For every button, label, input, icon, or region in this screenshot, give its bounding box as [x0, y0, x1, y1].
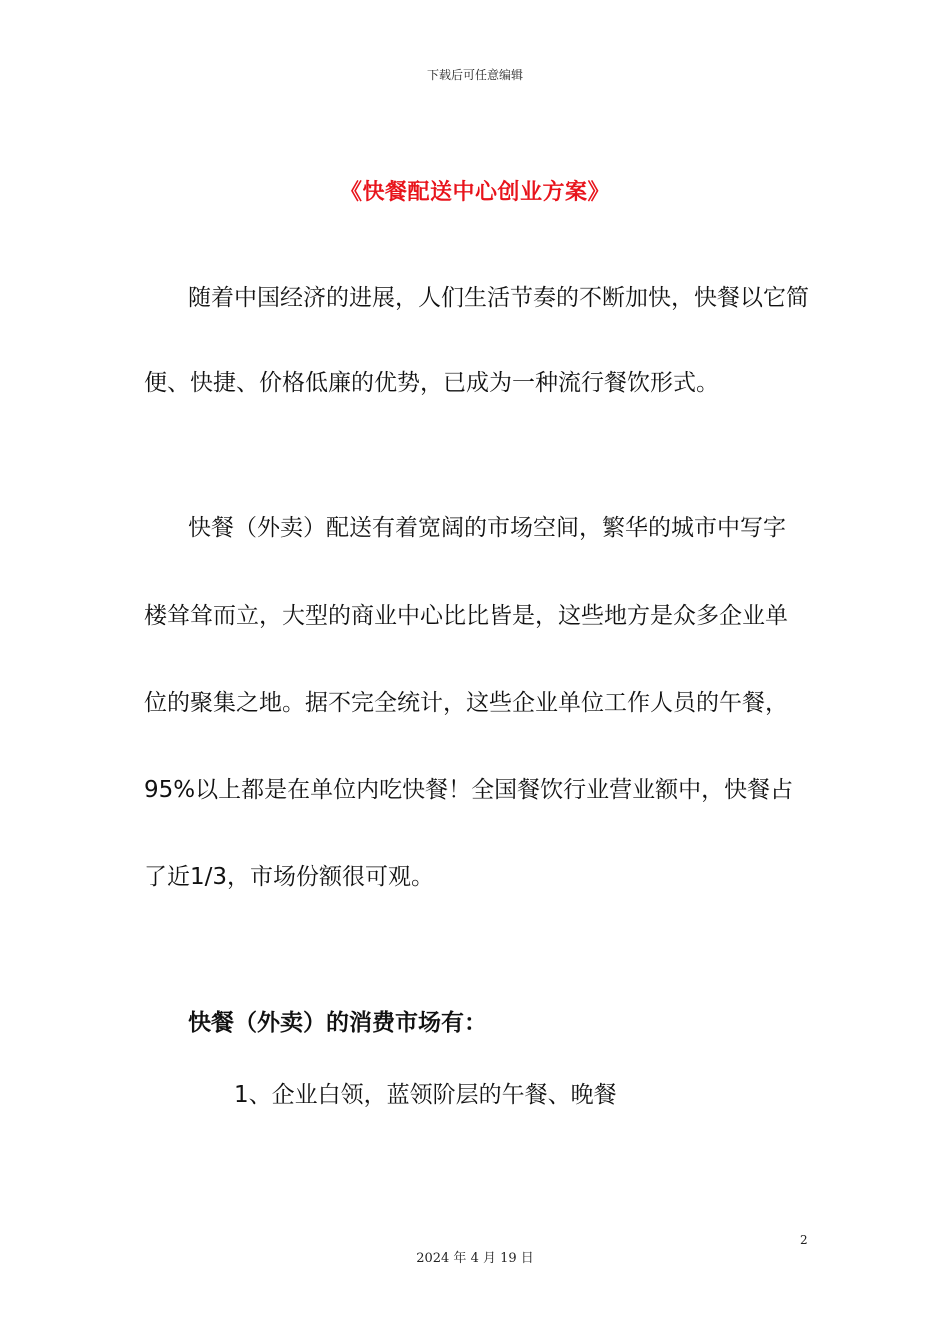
paragraph-2-line-1: 快餐（外卖）配送有着宽阔的市场空间，繁华的城市中写字 — [188, 515, 786, 541]
paragraph-2-line-3: 位的聚集之地。据不完全统计，这些企业单位工作人员的午餐， — [144, 690, 788, 716]
paragraph-2-line-4: 95%以上都是在单位内吃快餐！全国餐饮行业营业额中，快餐占 — [144, 777, 794, 803]
list-item: 1、企业白领，蓝领阶层的午餐、晚餐 — [234, 1082, 617, 1108]
paragraph-1-line-1: 随着中国经济的进展，人们生活节奏的不断加快，快餐以它简 — [188, 285, 809, 311]
paragraph-2-line-5: 了近1/3，市场份额很可观。 — [144, 864, 435, 890]
header-note: 下载后可任意编辑 — [426, 68, 523, 82]
footer-date: 2024 年 4 月 19 日 — [416, 1251, 534, 1266]
document-title: 《快餐配送中心创业方案》 — [339, 180, 610, 205]
paragraph-1-line-2: 便、快捷、价格低廉的优势，已成为一种流行餐饮形式。 — [144, 370, 719, 396]
section-heading: 快餐（外卖）的消费市场有： — [188, 1010, 487, 1036]
paragraph-2-line-2: 楼耸耸而立，大型的商业中心比比皆是，这些地方是众多企业单 — [144, 603, 788, 629]
page-number: 2 — [800, 1233, 808, 1247]
